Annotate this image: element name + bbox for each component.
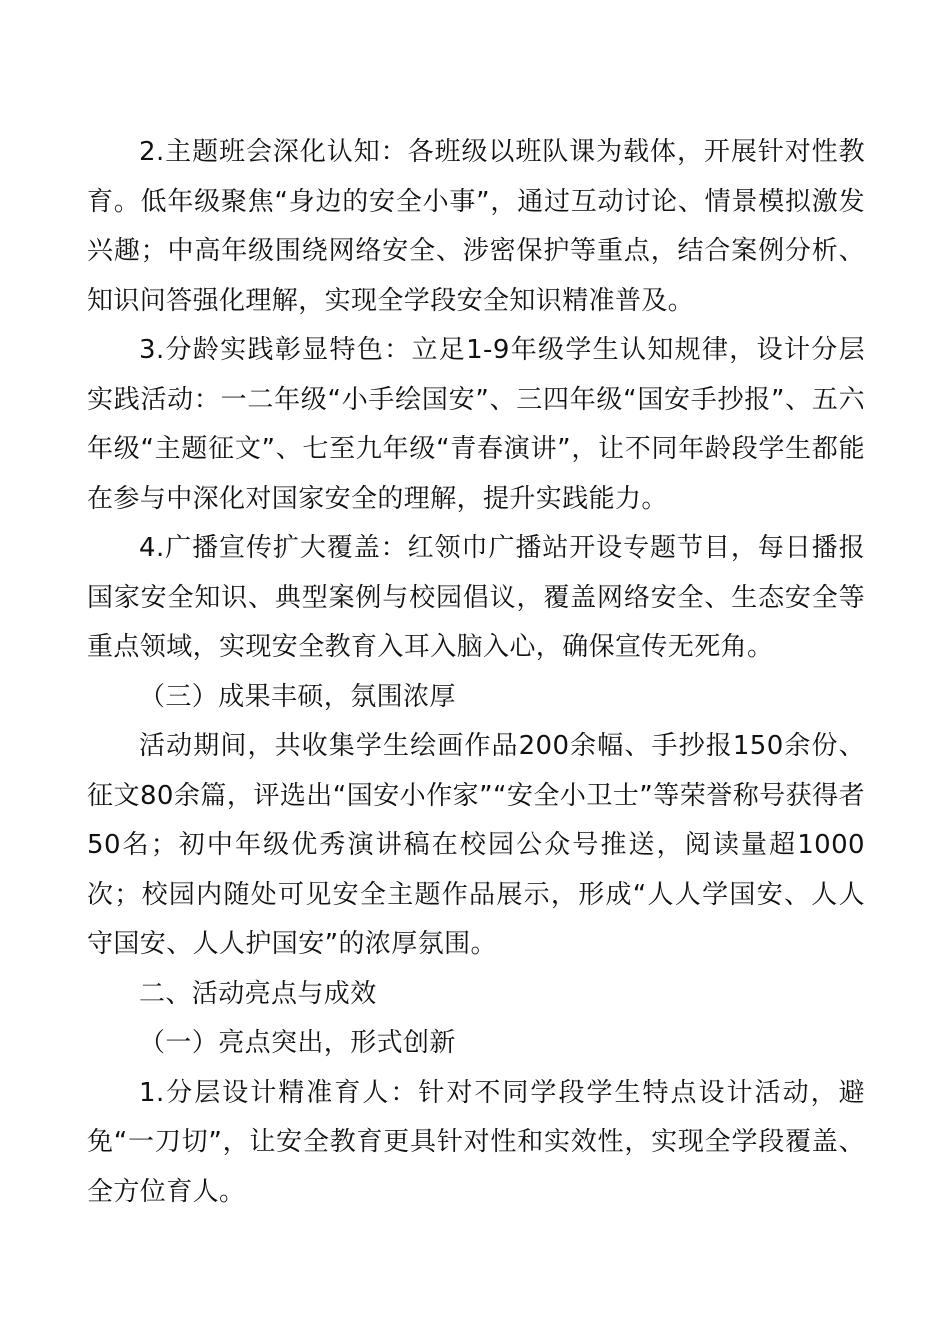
- section-heading-highlights: 二、活动亮点与成效: [139, 978, 377, 1009]
- paragraph-broadcast-publicity: 4.广播宣传扩大覆盖：红领巾广播站开设专题节目，每日播报国家安全知识、典型案例与校园倡议，覆盖网络安全、生态安全等重点领域，实现安全教育入耳入脑入心，确保宣传无死角。: [87, 533, 865, 662]
- paragraph-layered-design: 1.分层设计精准育人：针对不同学段学生特点设计活动，避免“一刀切”，让安全教育更具针对性和实效性，实现全学段覆盖、全方位育人。: [87, 1077, 865, 1207]
- paragraph-age-based-practice: 3.分龄实践彰显特色：立足1-9年级学生认知规律，设计分层实践活动：一二年级“小手绘国安”、三四年级“国安手抄报”、五六年级“主题征文”、七至九年级“青春演讲”，让不同年龄段学生都能在参与中深化对国家安全的理解，提升实践能力。: [87, 335, 865, 514]
- section-heading-results: （三）成果丰硕，氛围浓厚: [139, 681, 456, 712]
- subsection-heading-innovation: （一）亮点突出，形式创新: [139, 1028, 456, 1058]
- document-body: [87, 128, 865, 1217]
- paragraph-theme-class-meeting: 2.主题班会深化认知：各班级以班队课为载体，开展针对性教育。低年级聚焦“身边的安全小事”，通过互动讨论、情景模拟激发兴趣；中高年级围绕网络安全、涉密保护等重点，结合案例分析、知识问答强化理解，实现全学段安全知识精准普及。: [87, 137, 865, 316]
- paragraph-activity-results: 活动期间，共收集学生绘画作品200余幅、手抄报150余份、征文80余篇，评选出“国安小作家”“安全小卫士”等荣誉称号获得者50名；初中年级优秀演讲稿在校园公众号推送，阅读量超1000次；校园内随处可见安全主题作品展示，形成“人人学国安、人人守国安、人人护国安”的浓厚氛围。: [87, 731, 865, 959]
